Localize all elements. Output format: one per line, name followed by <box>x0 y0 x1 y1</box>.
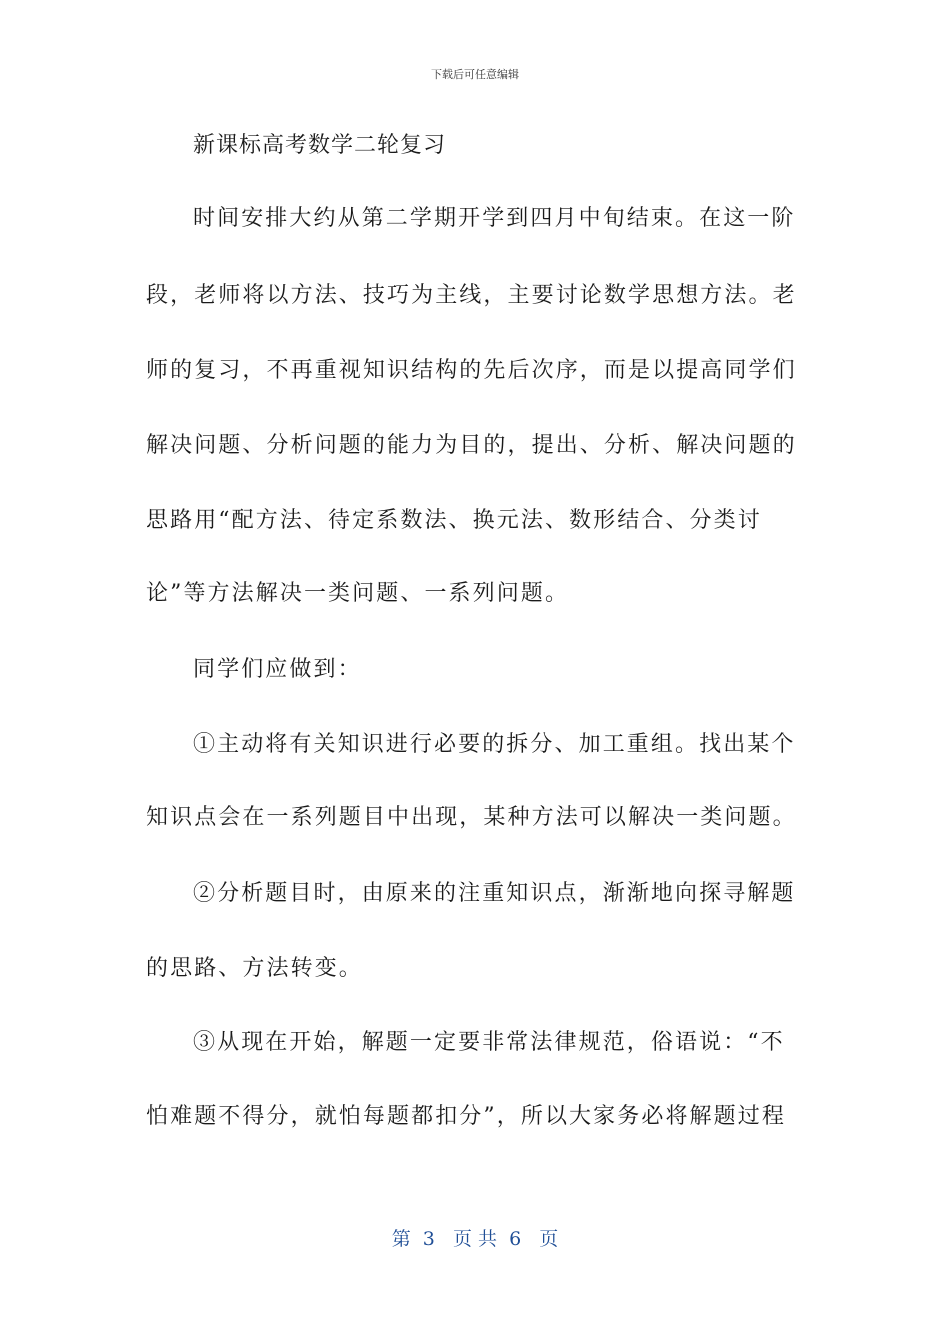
paragraph-line: 知识点会在一系列题目中出现，某种方法可以解决一类问题。 <box>146 805 797 830</box>
paragraph-line: 怕难题不得分，就怕每题都扣分”，所以大家务必将解题过程 <box>146 1104 786 1129</box>
paragraph-line: 的思路、方法转变。 <box>146 956 363 981</box>
paragraph-line: 段，老师将以方法、技巧为主线，主要讨论数学思想方法。老 <box>146 283 797 308</box>
paragraph-line: 时间安排大约从第二学期开学到四月中旬结束。在这一阶 <box>193 206 796 231</box>
page-footer: 第 3 页 共 6 页 <box>391 1228 559 1250</box>
paragraph-line: 思路用“配方法、待定系数法、换元法、数形结合、分类讨 <box>146 508 762 533</box>
paragraph-line: ③从现在开始，解题一定要非常法律规范，俗语说：“不 <box>193 1030 785 1055</box>
paragraph-line: ①主动将有关知识进行必要的拆分、加工重组。找出某个 <box>193 732 796 757</box>
paragraph-line: 同学们应做到： <box>193 657 362 682</box>
header-note: 下载后可任意编辑 <box>431 68 519 81</box>
paragraph-line: 师的复习，不再重视知识结构的先后次序，而是以提高同学们 <box>146 358 797 383</box>
document-title: 新课标高考数学二轮复习 <box>193 133 447 158</box>
paragraph-line: 论”等方法解决一类问题、一系列问题。 <box>146 581 570 606</box>
paragraph-line: ②分析题目时，由原来的注重知识点，渐渐地向探寻解题 <box>193 881 796 906</box>
paragraph-line: 解决问题、分析问题的能力为目的，提出、分析、解决问题的 <box>146 433 797 458</box>
